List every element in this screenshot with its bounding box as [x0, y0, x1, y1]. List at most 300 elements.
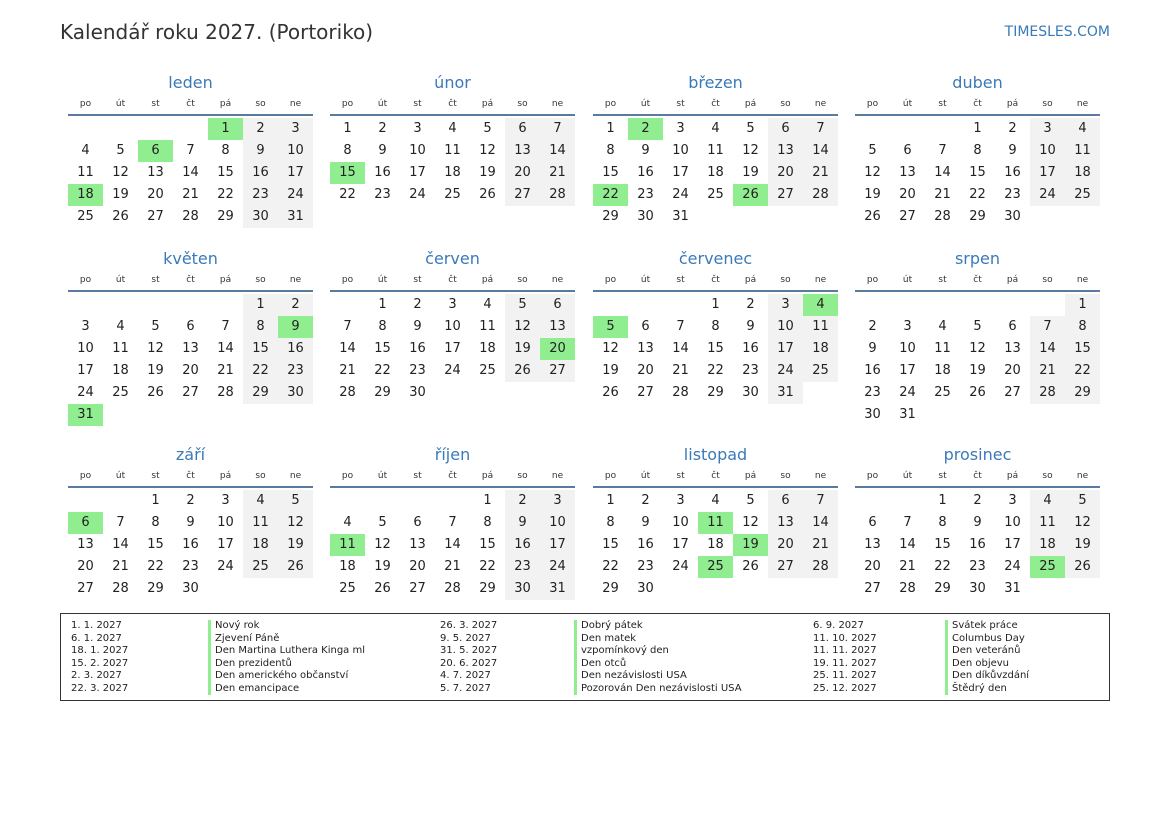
weekday-label: čt — [973, 99, 982, 109]
weekday-label: po — [604, 99, 617, 109]
day-cell: 27 — [1004, 385, 1021, 400]
day-cell: 11 — [112, 341, 129, 356]
day-cell: 29 — [602, 209, 619, 224]
weekday-label: st — [413, 275, 422, 285]
day-cell: 5 — [378, 515, 387, 530]
weekday-label: ne — [814, 275, 827, 285]
day-cell: 9 — [413, 319, 422, 334]
day-cell: 30 — [864, 407, 881, 422]
day-cell: 24 — [409, 187, 426, 202]
day-cell: 8 — [243, 316, 278, 338]
day-grid — [593, 294, 838, 404]
day-grid — [68, 490, 313, 600]
day-cell: 17 — [899, 363, 916, 378]
day-cell: 28 — [803, 184, 838, 206]
month-name: říjen — [434, 445, 471, 464]
day-cell: 29 — [217, 209, 234, 224]
day-grid — [330, 294, 575, 404]
day-cell: 10 — [672, 143, 689, 158]
day-grid — [330, 118, 575, 206]
day-cell: 13 — [540, 316, 575, 338]
empty-cell — [890, 490, 925, 512]
day-cell: 6 — [903, 143, 912, 158]
weekday-label: ne — [551, 275, 564, 285]
day-cell: 9 — [868, 341, 877, 356]
empty-cell — [330, 490, 365, 512]
day-cell: 22 — [934, 559, 951, 574]
day-cell: 7 — [540, 118, 575, 140]
day-cell: 7 — [448, 515, 457, 530]
day-cell: 30 — [278, 382, 313, 404]
day-cell: 5 — [278, 490, 313, 512]
day-cell: 22 — [602, 559, 619, 574]
day-cell: 11 — [934, 341, 951, 356]
day-cell: 7 — [186, 143, 195, 158]
day-cell: 7 — [1030, 316, 1065, 338]
day-cell: 24 — [1030, 184, 1065, 206]
day-cell: 2 — [278, 294, 313, 316]
weekday-label: pá — [219, 99, 232, 109]
weekday-header — [330, 96, 575, 116]
day-cell: 3 — [903, 319, 912, 334]
empty-cell — [925, 118, 960, 140]
day-cell: 27 — [864, 581, 881, 596]
day-cell: 12 — [374, 537, 391, 552]
holiday-name: Den prezidentů — [208, 658, 365, 671]
day-cell: 20 — [505, 162, 540, 184]
holiday-name: Den matek — [574, 633, 742, 646]
empty-cell — [400, 490, 435, 512]
day-cell: 8 — [343, 143, 352, 158]
day-cell: 4 — [81, 143, 90, 158]
day-cell: 16 — [742, 341, 759, 356]
day-cell: 26 — [602, 385, 619, 400]
day-cell: 18 — [339, 559, 356, 574]
weekday-header — [330, 272, 575, 292]
day-cell: 9 — [505, 512, 540, 534]
day-cell: 21 — [1030, 360, 1065, 382]
holiday-name: vzpomínkový den — [574, 645, 742, 658]
day-cell: 16 — [278, 338, 313, 360]
day-cell: 13 — [147, 165, 164, 180]
month-name: listopad — [683, 445, 748, 464]
day-cell: 12 — [479, 143, 496, 158]
holiday-day-cell: 25 — [1030, 556, 1065, 578]
day-cell: 10 — [768, 316, 803, 338]
day-cell: 27 — [768, 184, 803, 206]
day-cell: 13 — [409, 537, 426, 552]
day-cell: 13 — [899, 165, 916, 180]
holiday-name: Den Martina Luthera Kinga ml — [208, 645, 365, 658]
weekday-label: st — [151, 275, 160, 285]
day-cell: 23 — [278, 360, 313, 382]
day-cell: 29 — [707, 385, 724, 400]
holiday-name: Den otců — [574, 658, 742, 671]
day-cell: 27 — [899, 209, 916, 224]
holiday-date: 11. 10. 2027 — [813, 632, 877, 644]
day-cell: 17 — [217, 537, 234, 552]
day-cell: 22 — [147, 559, 164, 574]
day-cell: 15 — [1065, 338, 1100, 360]
weekday-label: po — [604, 275, 617, 285]
day-cell: 8 — [973, 143, 982, 158]
day-cell: 30 — [409, 385, 426, 400]
day-cell: 24 — [278, 184, 313, 206]
holiday-day-cell: 6 — [68, 512, 103, 534]
day-cell: 3 — [448, 297, 457, 312]
day-cell: 26 — [112, 209, 129, 224]
day-cell: 21 — [339, 363, 356, 378]
weekday-label: po — [79, 99, 92, 109]
day-cell: 7 — [803, 490, 838, 512]
day-cell: 26 — [505, 360, 540, 382]
holiday-day-cell: 6 — [138, 140, 173, 162]
day-cell: 14 — [803, 512, 838, 534]
holiday-name: Den nezávislosti USA — [574, 670, 742, 683]
day-cell: 10 — [409, 143, 426, 158]
weekday-label: čt — [711, 99, 720, 109]
holiday-name: Den díkůvzdání — [945, 670, 1029, 683]
weekday-label: út — [640, 471, 651, 481]
holiday-list — [60, 613, 1110, 701]
day-cell: 18 — [803, 338, 838, 360]
day-cell: 26 — [278, 556, 313, 578]
day-cell: 6 — [413, 515, 422, 530]
day-cell: 25 — [77, 209, 94, 224]
weekday-label: st — [151, 99, 160, 109]
day-cell: 16 — [409, 341, 426, 356]
day-cell: 12 — [278, 512, 313, 534]
day-grid — [855, 490, 1100, 600]
day-cell: 27 — [182, 385, 199, 400]
day-cell: 10 — [540, 512, 575, 534]
day-cell: 4 — [343, 515, 352, 530]
day-cell: 22 — [479, 559, 496, 574]
weekday-label: čt — [448, 99, 457, 109]
day-cell: 16 — [243, 162, 278, 184]
day-cell: 1 — [151, 493, 160, 508]
day-cell: 9 — [186, 515, 195, 530]
weekday-label: po — [866, 275, 879, 285]
weekday-label: út — [115, 99, 126, 109]
day-cell: 12 — [1065, 512, 1100, 534]
day-cell: 26 — [742, 559, 759, 574]
weekday-label: ne — [551, 471, 564, 481]
day-cell: 17 — [409, 165, 426, 180]
day-cell: 30 — [969, 581, 986, 596]
day-cell: 5 — [483, 121, 492, 136]
day-cell: 27 — [768, 556, 803, 578]
day-cell: 28 — [672, 385, 689, 400]
holiday-day-cell: 19 — [733, 534, 768, 556]
day-cell: 30 — [637, 581, 654, 596]
day-cell: 1 — [606, 121, 615, 136]
day-cell: 27 — [637, 385, 654, 400]
day-cell: 10 — [77, 341, 94, 356]
day-cell: 28 — [540, 184, 575, 206]
day-grid — [855, 118, 1100, 228]
day-cell: 5 — [1065, 490, 1100, 512]
empty-cell — [890, 118, 925, 140]
day-cell: 20 — [182, 363, 199, 378]
day-cell: 3 — [676, 493, 685, 508]
day-cell: 27 — [505, 184, 540, 206]
day-grid — [855, 294, 1100, 426]
day-cell: 6 — [540, 294, 575, 316]
day-cell: 24 — [217, 559, 234, 574]
day-cell: 22 — [374, 363, 391, 378]
day-cell: 2 — [868, 319, 877, 334]
day-cell: 28 — [217, 385, 234, 400]
day-cell: 7 — [221, 319, 230, 334]
holiday-date: 25. 11. 2027 — [813, 670, 877, 681]
day-cell: 20 — [864, 559, 881, 574]
empty-cell — [103, 490, 138, 512]
day-cell: 29 — [374, 385, 391, 400]
day-cell: 18 — [112, 363, 129, 378]
day-cell: 30 — [182, 581, 199, 596]
day-cell: 21 — [803, 162, 838, 184]
day-cell: 8 — [606, 515, 615, 530]
day-cell: 10 — [1004, 515, 1021, 530]
holiday-names-col-2 — [574, 620, 742, 695]
month-name: duben — [952, 73, 1003, 92]
site-link[interactable]: TIMESLES.COM — [1004, 24, 1110, 40]
day-cell: 15 — [479, 537, 496, 552]
day-cell: 28 — [1030, 382, 1065, 404]
day-cell: 13 — [77, 537, 94, 552]
day-cell: 20 — [147, 187, 164, 202]
weekday-label: so — [517, 471, 528, 481]
day-cell: 31 — [1004, 581, 1021, 596]
day-cell: 14 — [540, 140, 575, 162]
month-6 — [330, 248, 575, 404]
weekday-label: pá — [1006, 99, 1019, 109]
day-cell: 31 — [278, 206, 313, 228]
month-10 — [330, 444, 575, 600]
holiday-day-cell: 31 — [68, 404, 103, 426]
month-name: červenec — [678, 249, 753, 268]
day-cell: 21 — [672, 363, 689, 378]
day-cell: 20 — [1004, 363, 1021, 378]
day-cell: 29 — [147, 581, 164, 596]
holiday-dates-col-2 — [440, 620, 570, 695]
day-cell: 11 — [1030, 512, 1065, 534]
day-cell: 1 — [1065, 294, 1100, 316]
day-cell: 19 — [864, 187, 881, 202]
weekday-label: ne — [551, 99, 564, 109]
day-cell: 2 — [505, 490, 540, 512]
day-cell: 3 — [540, 490, 575, 512]
holiday-date: 2. 3. 2027 — [71, 670, 122, 681]
day-cell: 24 — [768, 360, 803, 382]
day-cell: 18 — [707, 165, 724, 180]
weekday-header — [593, 96, 838, 116]
day-cell: 13 — [768, 140, 803, 162]
day-cell: 8 — [378, 319, 387, 334]
day-cell: 23 — [637, 559, 654, 574]
day-cell: 7 — [803, 118, 838, 140]
holiday-date: 25. 12. 2027 — [813, 682, 877, 694]
day-cell: 9 — [973, 515, 982, 530]
month-name: srpen — [954, 249, 1001, 268]
weekday-label: po — [79, 471, 92, 481]
day-cell: 25 — [934, 385, 951, 400]
day-cell: 6 — [186, 319, 195, 334]
day-cell: 22 — [339, 187, 356, 202]
weekday-label: čt — [186, 471, 195, 481]
day-cell: 6 — [505, 118, 540, 140]
day-cell: 5 — [116, 143, 125, 158]
day-cell: 24 — [899, 385, 916, 400]
day-cell: 9 — [243, 140, 278, 162]
day-cell: 2 — [186, 493, 195, 508]
weekday-label: st — [938, 471, 947, 481]
day-cell: 4 — [711, 493, 720, 508]
day-cell: 2 — [746, 297, 755, 312]
day-cell: 23 — [374, 187, 391, 202]
day-cell: 2 — [1008, 121, 1017, 136]
day-cell: 14 — [803, 140, 838, 162]
day-cell: 2 — [243, 118, 278, 140]
day-cell: 14 — [934, 165, 951, 180]
day-cell: 27 — [77, 581, 94, 596]
day-cell: 25 — [339, 581, 356, 596]
holiday-date: 31. 5. 2027 — [440, 645, 498, 656]
weekday-label: čt — [186, 99, 195, 109]
holiday-date: 4. 7. 2027 — [440, 670, 491, 681]
weekday-header — [68, 96, 313, 116]
holiday-name: Zjevení Páně — [208, 633, 365, 646]
day-cell: 28 — [182, 209, 199, 224]
day-cell: 16 — [374, 165, 391, 180]
day-cell: 29 — [934, 581, 951, 596]
day-cell: 11 — [77, 165, 94, 180]
day-cell: 29 — [1065, 382, 1100, 404]
weekday-label: pá — [744, 275, 757, 285]
day-cell: 23 — [409, 363, 426, 378]
day-cell: 31 — [540, 578, 575, 600]
holiday-date: 22. 3. 2027 — [71, 682, 129, 694]
day-cell: 15 — [374, 341, 391, 356]
day-cell: 7 — [938, 143, 947, 158]
day-cell: 8 — [606, 143, 615, 158]
day-cell: 1 — [343, 121, 352, 136]
holiday-day-cell: 1 — [208, 118, 243, 140]
weekday-label: út — [377, 275, 388, 285]
day-cell: 16 — [969, 537, 986, 552]
day-grid — [593, 118, 838, 228]
day-cell: 13 — [637, 341, 654, 356]
day-cell: 3 — [413, 121, 422, 136]
day-cell: 18 — [243, 534, 278, 556]
weekday-label: st — [413, 471, 422, 481]
day-cell: 7 — [116, 515, 125, 530]
day-cell: 6 — [768, 490, 803, 512]
weekday-label: ne — [289, 471, 302, 481]
day-cell: 8 — [483, 515, 492, 530]
day-cell: 17 — [672, 537, 689, 552]
weekday-header — [68, 468, 313, 488]
month-5 — [68, 248, 313, 426]
weekday-label: čt — [711, 275, 720, 285]
holiday-dates-col-1 — [71, 620, 201, 695]
day-cell: 14 — [182, 165, 199, 180]
day-cell: 29 — [243, 382, 278, 404]
day-cell: 16 — [1004, 165, 1021, 180]
day-cell: 1 — [243, 294, 278, 316]
weekday-label: pá — [744, 99, 757, 109]
day-cell: 11 — [479, 319, 496, 334]
weekday-label: čt — [711, 471, 720, 481]
day-cell: 22 — [969, 187, 986, 202]
day-cell: 24 — [444, 363, 461, 378]
day-cell: 19 — [112, 187, 129, 202]
day-cell: 10 — [899, 341, 916, 356]
day-cell: 14 — [672, 341, 689, 356]
weekday-label: út — [640, 99, 651, 109]
day-cell: 16 — [505, 534, 540, 556]
day-cell: 27 — [540, 360, 575, 382]
day-cell: 21 — [182, 187, 199, 202]
weekday-label: so — [780, 471, 791, 481]
day-cell: 20 — [637, 363, 654, 378]
day-cell: 5 — [505, 294, 540, 316]
day-cell: 28 — [934, 209, 951, 224]
day-cell: 6 — [1008, 319, 1017, 334]
weekday-label: ne — [1076, 275, 1089, 285]
weekday-header — [593, 468, 838, 488]
day-cell: 26 — [1065, 556, 1100, 578]
weekday-label: po — [79, 275, 92, 285]
day-cell: 13 — [505, 140, 540, 162]
day-cell: 22 — [707, 363, 724, 378]
day-cell: 20 — [409, 559, 426, 574]
month-2 — [330, 72, 575, 206]
holiday-names-col-3 — [945, 620, 1029, 695]
day-cell: 21 — [217, 363, 234, 378]
weekday-label: po — [341, 471, 354, 481]
day-cell: 12 — [742, 143, 759, 158]
day-cell: 5 — [868, 143, 877, 158]
month-name: květen — [163, 249, 218, 268]
day-cell: 11 — [444, 143, 461, 158]
day-cell: 10 — [672, 515, 689, 530]
day-cell: 10 — [217, 515, 234, 530]
weekday-label: ne — [814, 99, 827, 109]
day-cell: 26 — [864, 209, 881, 224]
day-cell: 13 — [864, 537, 881, 552]
day-cell: 16 — [864, 363, 881, 378]
day-cell: 13 — [182, 341, 199, 356]
empty-cell — [173, 118, 208, 140]
day-cell: 10 — [278, 140, 313, 162]
month-3 — [593, 72, 838, 228]
day-cell: 21 — [444, 559, 461, 574]
holiday-date: 9. 5. 2027 — [440, 632, 491, 644]
weekday-label: so — [780, 275, 791, 285]
day-cell: 17 — [77, 363, 94, 378]
day-cell: 28 — [339, 385, 356, 400]
holiday-day-cell: 22 — [593, 184, 628, 206]
weekday-header — [593, 272, 838, 292]
holiday-name: Den amerického občanství — [208, 670, 365, 683]
day-cell: 26 — [147, 385, 164, 400]
empty-cell — [435, 490, 470, 512]
day-cell: 8 — [221, 143, 230, 158]
holiday-name: Den veteránů — [945, 645, 1029, 658]
weekday-label: st — [676, 471, 685, 481]
